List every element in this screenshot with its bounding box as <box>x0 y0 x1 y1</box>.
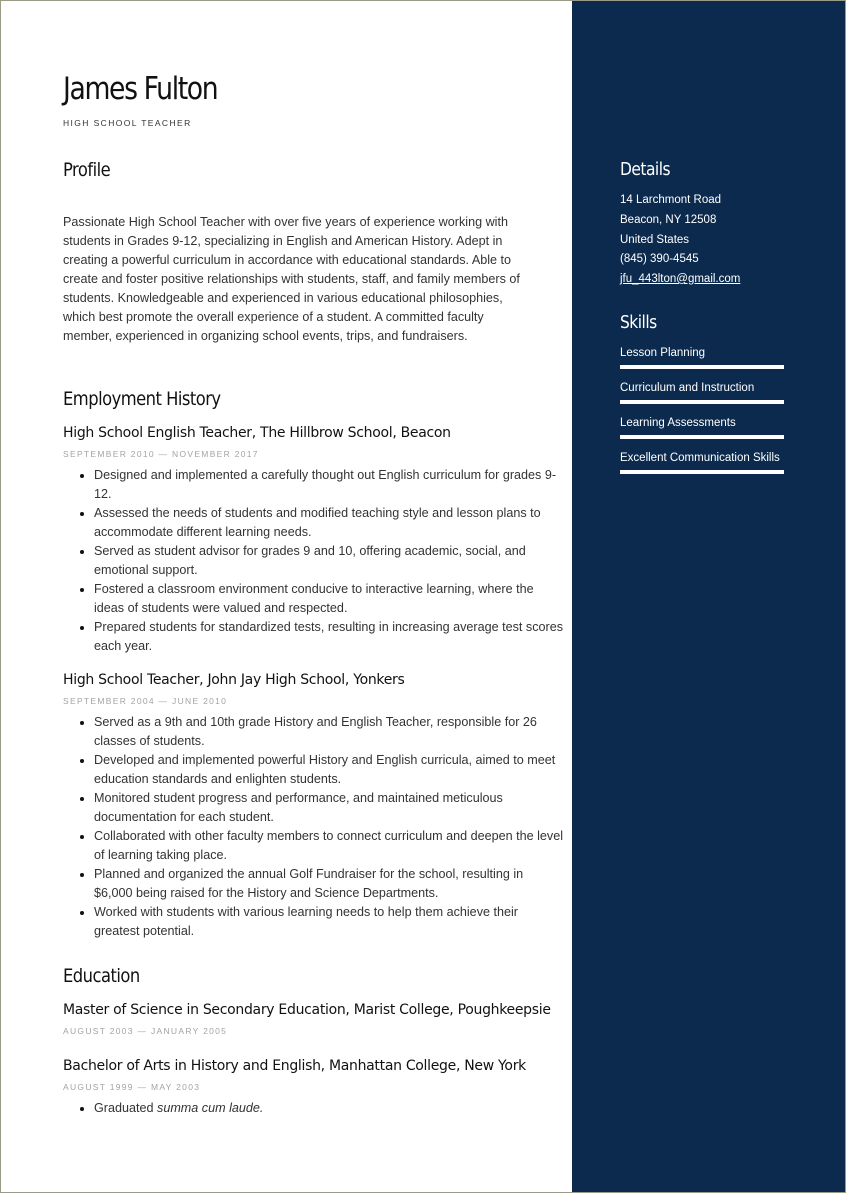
bullet-emphasis: summa cum laude. <box>157 1101 264 1115</box>
education-bullets-2 <box>63 1099 564 1118</box>
address-line-1: 14 Larchmont Road <box>620 194 722 206</box>
job-title-2: High School Teacher, John Jay High School, Yonkers <box>63 672 405 688</box>
education-dates-2: AUGUST 1999 — MAY 2003 <box>63 1082 201 1092</box>
list-item: • Prepared students for standardized tests, resulting in increasing average test scores each year. <box>94 618 564 656</box>
skills-heading: Skills <box>620 312 657 333</box>
skill-label-3: Learning Assessments <box>620 417 736 429</box>
skill-label-4: Excellent Communication Skills <box>620 452 780 464</box>
list-item <box>94 1099 564 1118</box>
profile-heading: Profile <box>63 159 111 181</box>
skill-label-1: Lesson Planning <box>620 347 706 359</box>
list-item: • Served as a 9th and 10th grade History and English Teacher, responsible for 26 classes of students. <box>94 713 564 751</box>
education-title-2: Bachelor of Arts in History and English, Manhattan College, New York <box>63 1058 526 1074</box>
candidate-name: James Fulton <box>63 71 218 107</box>
details-heading: Details <box>620 159 671 180</box>
profile-text: Passionate High School Teacher with over five years of experience working with students in Grades 9-12, specializing in English and American History. Adept in creating a powerful curriculum in accordance with educational standards. Able to create and foster positive relationships with students, staff, and family members of students. Knowledgeable and experienced in various educational philosophies, which best promote the overall experience of a student. A committed faculty member, experienced in organizing school events, trips, and fundraisers. <box>63 215 520 343</box>
skill-bar-4 <box>620 470 784 474</box>
employment-heading: Employment History <box>63 388 221 410</box>
list-item: • Fostered a classroom environment conducive to interactive learning, where the ideas of students were valued and respected. <box>94 580 564 618</box>
phone: (845) 390-4545 <box>620 253 699 265</box>
bullet-text: Graduated <box>94 1101 158 1115</box>
list-item: • Monitored student progress and performance, and maintained meticulous documentation for each student. <box>94 789 564 827</box>
job-bullets-2 <box>63 713 564 941</box>
education-heading: Education <box>63 965 140 987</box>
candidate-role: HIGH SCHOOL TEACHER <box>63 118 192 128</box>
country: United States <box>620 234 690 246</box>
skill-bar-2 <box>620 400 784 404</box>
skill-bar-1 <box>620 365 784 369</box>
skill-bar-3 <box>620 435 784 439</box>
address-line-2: Beacon, NY 12508 <box>620 214 717 226</box>
list-item: • Developed and implemented powerful History and English curricula, aimed to meet education standards and enlighten students. <box>94 751 564 789</box>
education-title-1: Master of Science in Secondary Education, Marist College, Poughkeepsie <box>63 1002 551 1018</box>
list-item: • Designed and implemented a carefully thought out English curriculum for grades 9-12. <box>94 466 564 504</box>
email-link[interactable]: jfu_443lton@gmail.com <box>620 273 741 285</box>
job-dates-1: SEPTEMBER 2010 — NOVEMBER 2017 <box>63 449 259 459</box>
job-bullets-1 <box>63 466 564 656</box>
job-title-1: High School English Teacher, The Hillbrow School, Beacon <box>63 425 451 441</box>
list-item: • Collaborated with other faculty members to connect curriculum and deepen the level of learning taking place. <box>94 827 564 865</box>
education-dates-1: AUGUST 2003 — JANUARY 2005 <box>63 1026 228 1036</box>
list-item: • Assessed the needs of students and modified teaching style and lesson plans to accommodate different learning needs. <box>94 504 564 542</box>
list-item: • Served as student advisor for grades 9 and 10, offering academic, social, and emotional support. <box>94 542 564 580</box>
list-item: • Planned and organized the annual Golf Fundraiser for the school, resulting in $6,000 being raised for the History and Science Departments. <box>94 865 564 903</box>
skill-label-2: Curriculum and Instruction <box>620 382 755 394</box>
job-dates-2: SEPTEMBER 2004 — JUNE 2010 <box>63 696 228 706</box>
list-item: • Worked with students with various learning needs to help them achieve their greatest potential. <box>94 903 564 941</box>
sidebar <box>572 1 845 1192</box>
